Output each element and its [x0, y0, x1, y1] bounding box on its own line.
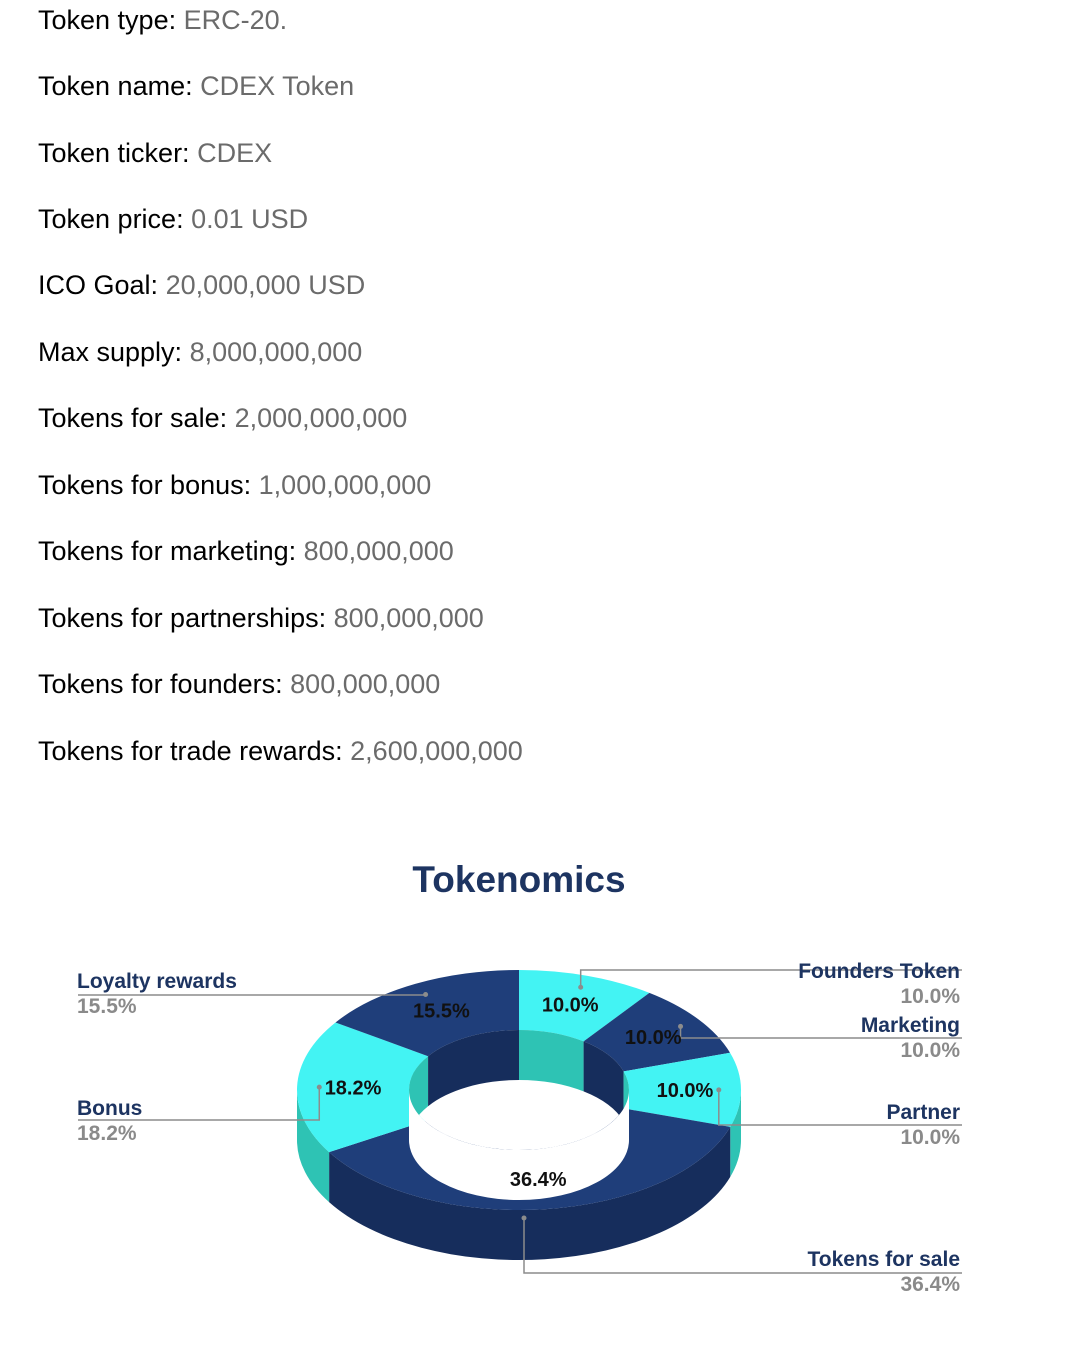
spec-label: Tokens for marketing:: [38, 536, 297, 566]
spec-value: 2,600,000,000: [350, 736, 523, 766]
legend-name-4: Bonus: [77, 1097, 143, 1120]
spec-tokens-for-marketing: [38, 531, 454, 571]
spec-value: 8,000,000,000: [189, 337, 363, 367]
slice-label-1: 10.0%: [624, 1027, 682, 1050]
spec-label: Tokens for sale:: [38, 403, 228, 433]
legend-pct-1: 10.0%: [900, 1039, 960, 1062]
spec-value: CDEX: [197, 138, 273, 168]
spec-tokens-for-bonus: [38, 465, 431, 505]
inner-wall-0-0: [519, 1030, 584, 1091]
spec-value: 20,000,000 USD: [165, 270, 366, 300]
spec-value: 800,000,000: [333, 603, 484, 633]
spec-value: 2,000,000,000: [234, 403, 408, 433]
spec-token-price: [38, 199, 308, 239]
spec-max-supply: [38, 332, 362, 372]
spec-label: Max supply:: [38, 337, 183, 367]
legend-name-0: Founders Token: [798, 960, 960, 983]
legend-pct-2: 10.0%: [900, 1126, 960, 1149]
tokenomics-donut-svg: [0, 830, 1080, 1368]
spec-value: 1,000,000,000: [258, 470, 432, 500]
legend-pct-3: 36.4%: [900, 1273, 960, 1296]
spec-token-type: [38, 0, 287, 40]
legend-name-1: Marketing: [860, 1014, 960, 1037]
spec-label: Tokens for trade rewards:: [38, 736, 343, 766]
spec-tokens-for-partnerships: [38, 598, 484, 638]
spec-label: Token name:: [38, 71, 193, 101]
slice-label-4: 18.2%: [324, 1077, 382, 1100]
spec-label: Token type:: [38, 5, 177, 35]
spec-value: 800,000,000: [290, 669, 441, 699]
spec-tokens-for-trade-rewards: [38, 731, 523, 771]
slice-label-2: 10.0%: [656, 1079, 714, 1102]
spec-token-ticker: [38, 133, 272, 173]
spec-value: 0.01 USD: [191, 204, 309, 234]
spec-tokens-for-sale: [38, 398, 407, 438]
legend-name-3: Tokens for sale: [807, 1248, 960, 1271]
spec-label: ICO Goal:: [38, 270, 159, 300]
spec-ico-goal: [38, 265, 365, 305]
legend-pct-4: 18.2%: [77, 1122, 137, 1145]
spec-value: ERC-20.: [183, 5, 288, 35]
spec-value: 800,000,000: [303, 536, 454, 566]
slice-label-5: 15.5%: [413, 1000, 470, 1023]
spec-label: Tokens for founders:: [38, 669, 283, 699]
legend-name-5: Loyalty rewards: [77, 970, 237, 993]
spec-label: Token price:: [38, 204, 184, 234]
chart-title: Tokenomics: [412, 859, 626, 900]
spec-label: Tokens for partnerships:: [38, 603, 327, 633]
legend-name-2: Partner: [886, 1101, 960, 1124]
tokenomics-chart: [0, 830, 1080, 1368]
legend-pct-5: 15.5%: [77, 995, 137, 1018]
slice-label-0: 10.0%: [541, 994, 599, 1017]
spec-value: CDEX Token: [200, 71, 355, 101]
slice-label-3: 36.4%: [509, 1169, 567, 1192]
spec-label: Tokens for bonus:: [38, 470, 252, 500]
spec-tokens-for-founders: [38, 664, 440, 704]
spec-token-name: [38, 66, 354, 106]
spec-label: Token ticker:: [38, 138, 190, 168]
legend-pct-0: 10.0%: [900, 985, 960, 1008]
